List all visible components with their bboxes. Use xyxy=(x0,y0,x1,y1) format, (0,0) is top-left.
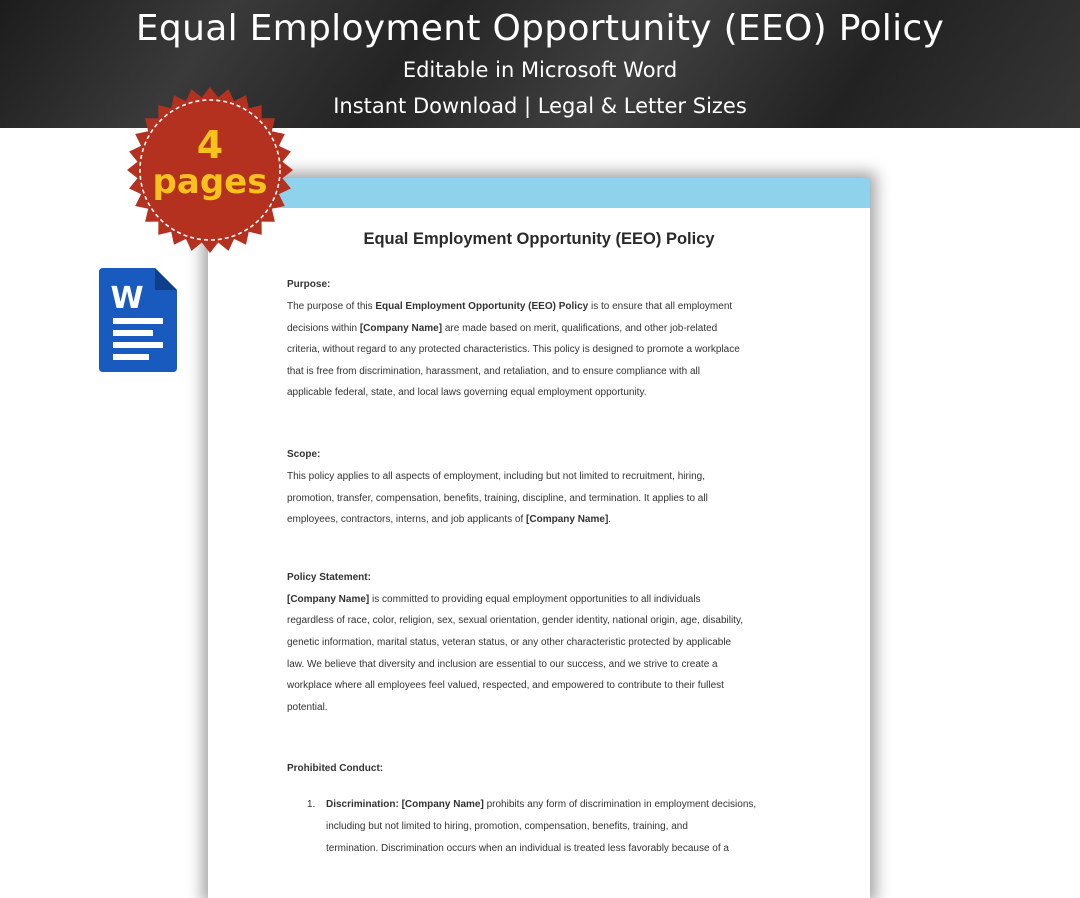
section-heading-scope: Scope: xyxy=(287,448,321,460)
section-text-purpose: The purpose of this Equal Employment Opportunity (EEO) Policy is to ensure that all employment decisions within [Company Name] are made based on merit, qualifications, and other job-related criteria, without regard to any protected characteristics. This policy is designed to promote a workplace that is free from discrimination, harassment, and retaliation, and to ensure compliance with all applicable federal, state, and local laws governing equal employment opportunity. xyxy=(287,301,740,399)
section-heading-prohibited: Prohibited Conduct: xyxy=(287,763,384,775)
section-text-scope: This policy applies to all aspects of employment, including but not limited to recruitment, hiring, promotion, transfer, compensation, benefits, training, discipline, and termination. It applies to all employees, contractors, interns, and job applicants of [Company Name]. xyxy=(287,470,708,526)
word-icon-letter: W xyxy=(110,281,144,316)
document-preview xyxy=(208,178,870,898)
section-heading-policy: Policy Statement: xyxy=(287,571,371,583)
list-item-number: 1. xyxy=(307,799,316,811)
section-heading-purpose: Purpose: xyxy=(287,279,331,290)
badge-number: 4 xyxy=(196,123,224,167)
document-header-bar xyxy=(208,178,870,208)
badge-label: pages xyxy=(152,162,268,202)
banner-subtitle: Editable in Microsoft Word xyxy=(402,58,678,82)
word-document-icon xyxy=(99,268,177,372)
list-item: 1. Discrimination: [Company Name] prohibits any form of discrimination in employment decisions, including but not limited to hiring, promotion, compensation, benefits, training, and termination. Discrimination occurs when an individual is treated less favorably because of a xyxy=(287,794,807,859)
banner-subtitle-sizes: Instant Download | Legal & Letter Sizes xyxy=(333,94,747,118)
document-title: Equal Employment Opportunity (EEO) Policy xyxy=(363,230,715,248)
banner-title: Equal Employment Opportunity (EEO) Policy xyxy=(135,8,945,49)
page-count-badge xyxy=(126,86,294,254)
section-text-policy: [Company Name] is committed to providing equal employment opportunities to all individuals regardless of race, color, religion, sex, sexual orientation, gender identity, national origin, age, disability, genetic information, marital status, veteran status, or any other characteristic protected by applicable law. We believe that diversity and inclusion are essential to our success, and we strive to create a workplace where all employees feel valued, respected, and empowered to contribute to their fullest potential. xyxy=(287,593,743,713)
document-body xyxy=(287,274,807,859)
